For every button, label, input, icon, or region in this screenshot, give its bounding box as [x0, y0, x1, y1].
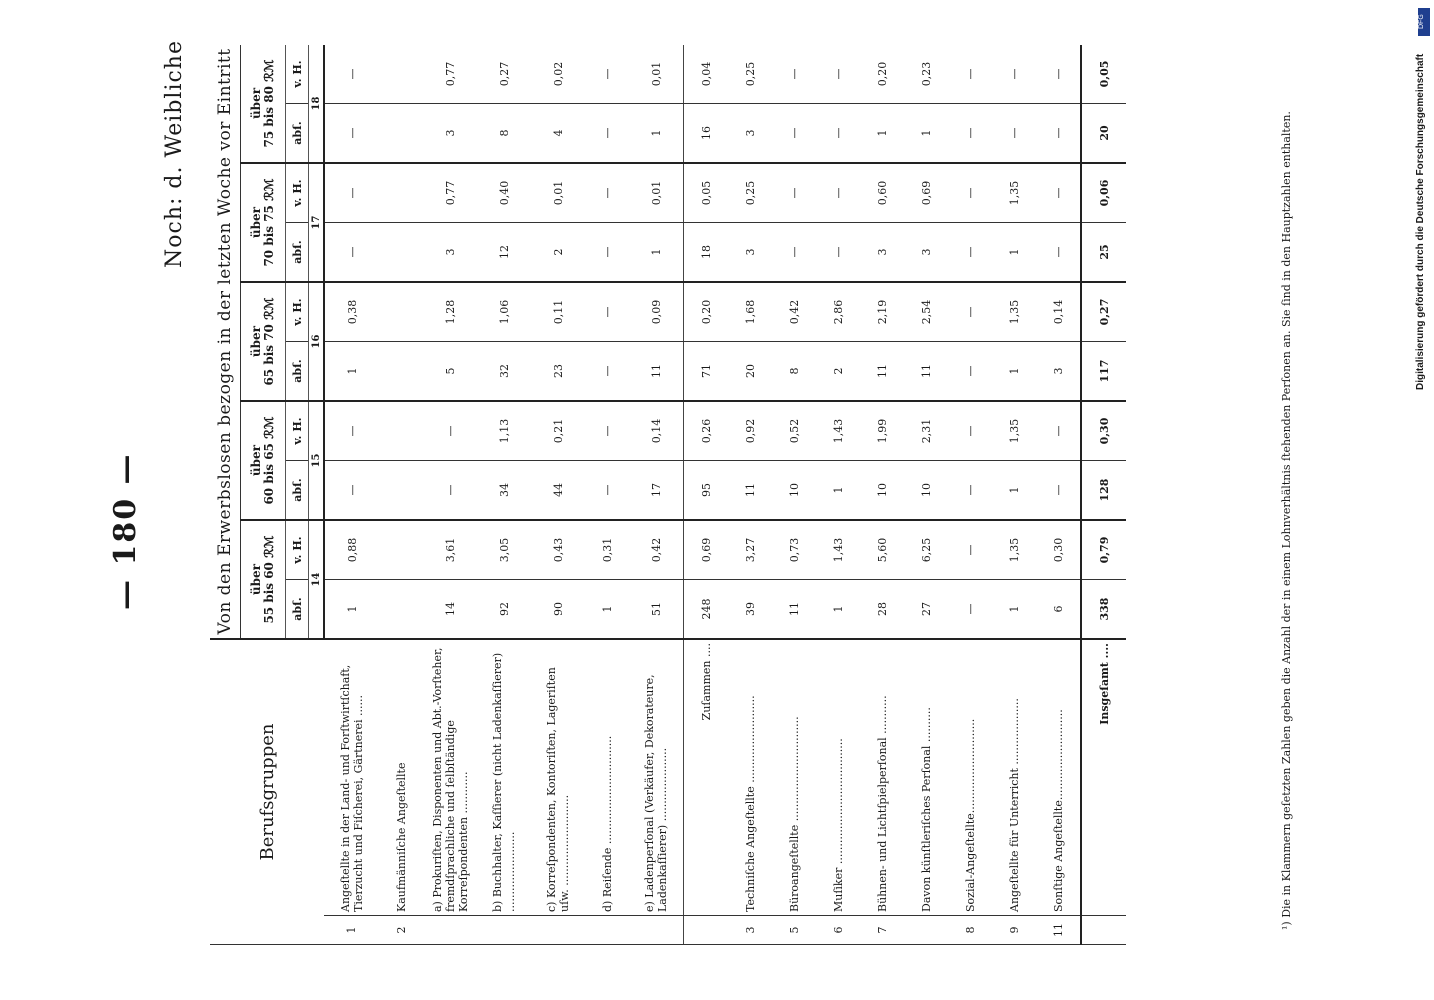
- row-label: d) Reiſende ...............................: [585, 639, 629, 915]
- abs-value: —: [948, 580, 992, 640]
- percent-value: —: [992, 45, 1036, 104]
- percent-value: [379, 282, 423, 342]
- percent-value: 0,88: [324, 520, 379, 580]
- abs-value: 32: [477, 342, 531, 402]
- abs-value: 3: [423, 223, 477, 283]
- percent-value: —: [948, 282, 992, 342]
- percent-value: 0,27: [1081, 282, 1126, 342]
- abs-value: 8: [772, 342, 816, 402]
- percent-value: [379, 520, 423, 580]
- abs-value: 3: [423, 104, 477, 164]
- percent-value: 0,14: [629, 401, 684, 461]
- abs-value: 10: [772, 461, 816, 521]
- percent-value: [379, 163, 423, 223]
- abs-value: 5: [423, 342, 477, 402]
- abs-header: abſ.: [286, 461, 309, 521]
- abs-value: 44: [531, 461, 585, 521]
- abs-value: 11: [728, 461, 772, 521]
- range-line1: über: [249, 206, 263, 239]
- abs-value: 20: [1081, 104, 1126, 164]
- abs-value: —: [948, 461, 992, 521]
- percent-value: 0,69: [904, 163, 948, 223]
- total-row: [1081, 45, 1126, 945]
- percent-value: [379, 401, 423, 461]
- percent-value: 0,23: [904, 45, 948, 104]
- range-line2: 65 bis 70 ℛℳ: [262, 297, 276, 386]
- abs-value: —: [585, 223, 629, 283]
- percent-value: 1,13: [477, 401, 531, 461]
- percent-value: 0,04: [684, 45, 729, 104]
- percent-value: 0,11: [531, 282, 585, 342]
- row-label: Muſiker ....................................: [816, 639, 860, 915]
- percent-value: —: [948, 163, 992, 223]
- row-label: a) Prokuriſten, Disponenten und Abt.-Vorſteher, fremdſprachliche und ſelbſtändige Korreſpondenten ............: [423, 639, 477, 915]
- row-label: Büroangeſtellte ..............................: [772, 639, 816, 915]
- percent-value: 2,86: [816, 282, 860, 342]
- percent-value: 0,20: [684, 282, 729, 342]
- percent-value: 0,77: [423, 163, 477, 223]
- abs-header: abſ.: [286, 580, 309, 640]
- percent-value: 0,27: [477, 45, 531, 104]
- range-header: [241, 163, 286, 282]
- abs-header: abſ.: [286, 104, 309, 164]
- abs-value: 11: [629, 342, 684, 402]
- vh-header: v. H.: [286, 163, 309, 223]
- page-header: [70, 0, 220, 1000]
- percent-value: 0,73: [772, 520, 816, 580]
- abs-header: abſ.: [286, 342, 309, 402]
- abs-value: —: [585, 104, 629, 164]
- percent-value: 0,05: [1081, 45, 1126, 104]
- percent-value: 1,06: [477, 282, 531, 342]
- abs-value: 128: [1081, 461, 1126, 521]
- percent-value: 0,25: [728, 45, 772, 104]
- percent-value: —: [585, 282, 629, 342]
- percent-value: 0,92: [728, 401, 772, 461]
- table-row: [816, 45, 860, 945]
- vh-header: v. H.: [286, 282, 309, 342]
- range-line1: über: [249, 325, 263, 358]
- table-row: [948, 45, 992, 945]
- percent-value: 0,40: [477, 163, 531, 223]
- abs-value: 1: [629, 104, 684, 164]
- abs-value: 338: [1081, 580, 1126, 640]
- row-label: Davon künſtleriſches Perſonal ..........: [904, 639, 948, 915]
- abs-value: 1: [992, 342, 1036, 402]
- percent-value: —: [772, 45, 816, 104]
- row-label: Bühnen- und Lichtſpielperſonal ...........: [860, 639, 904, 915]
- vh-header: v. H.: [286, 45, 309, 104]
- abs-value: 1: [992, 461, 1036, 521]
- abs-value: 6: [1036, 580, 1081, 640]
- subtotal-row: [684, 45, 729, 945]
- abs-value: 117: [1081, 342, 1126, 402]
- percent-value: 2,31: [904, 401, 948, 461]
- table-row: [772, 45, 816, 945]
- percent-value: 0,14: [1036, 282, 1081, 342]
- range-line2: 55 bis 60 ℛℳ: [262, 535, 276, 624]
- abs-value: —: [772, 223, 816, 283]
- abs-value: —: [585, 461, 629, 521]
- row-number: 1: [324, 916, 379, 945]
- percent-value: 2,19: [860, 282, 904, 342]
- percent-value: 1,35: [992, 401, 1036, 461]
- row-number: [585, 916, 629, 945]
- row-number: 7: [860, 916, 904, 945]
- percent-value: 0,30: [1081, 401, 1126, 461]
- abs-value: —: [992, 104, 1036, 164]
- abs-value: 95: [684, 461, 729, 521]
- table-row: [423, 45, 477, 945]
- row-label: b) Buchhalter, Kaſſierer (nicht Ladenkaſſierer) .......................: [477, 639, 531, 915]
- percent-value: 1,35: [992, 163, 1036, 223]
- abs-value: 1: [860, 104, 904, 164]
- abs-header: abſ.: [286, 223, 309, 283]
- row-number: [531, 916, 585, 945]
- abs-value: 20: [728, 342, 772, 402]
- abs-value: [379, 461, 423, 521]
- abs-value: 51: [629, 580, 684, 640]
- abs-value: —: [585, 342, 629, 402]
- row-label: Sonſtige Angeſtellte..........................: [1036, 639, 1081, 915]
- row-number: 9: [992, 916, 1036, 945]
- abs-value: 25: [1081, 223, 1126, 283]
- abs-value: 3: [860, 223, 904, 283]
- column-number: 16: [309, 282, 325, 401]
- percent-value: —: [1036, 401, 1081, 461]
- row-label: Zuſammen ....: [684, 639, 729, 915]
- percent-value: —: [324, 45, 379, 104]
- abs-value: 16: [684, 104, 729, 164]
- abs-value: [379, 223, 423, 283]
- abs-value: 10: [860, 461, 904, 521]
- row-number: 5: [772, 916, 816, 945]
- abs-value: 3: [904, 223, 948, 283]
- percent-value: 0,05: [684, 163, 729, 223]
- abs-value: 11: [860, 342, 904, 402]
- abs-value: 3: [728, 223, 772, 283]
- berufsgruppen-label: Berufsgruppen: [256, 723, 278, 861]
- abs-value: —: [816, 104, 860, 164]
- footnote: ¹) Die in Klammern geſetzten Zahlen geben die Anzahl der in einem Lohnverhältnis ſtehenden Perſonen an. Sie ſind in den Hauptzahlen enthalten.: [1280, 111, 1293, 930]
- continuation-title: Noch: d. Weibliche: [162, 40, 187, 268]
- percent-value: 2,54: [904, 282, 948, 342]
- abs-value: 3: [728, 104, 772, 164]
- abs-value: —: [1036, 461, 1081, 521]
- abs-value: 92: [477, 580, 531, 640]
- table-row: [1036, 45, 1081, 945]
- percent-value: 1,35: [992, 282, 1036, 342]
- percent-value: 0,01: [629, 45, 684, 104]
- abs-value: 12: [477, 223, 531, 283]
- percent-value: 0,20: [860, 45, 904, 104]
- percent-value: —: [816, 163, 860, 223]
- page-number: — 180 —: [108, 452, 143, 610]
- row-label: e) Ladenperſonal (Verkäufer, Dekorateure, Ladenkaſſierer) .....................: [629, 639, 684, 915]
- percent-value: —: [585, 45, 629, 104]
- table-row: [992, 45, 1036, 945]
- row-number: [477, 916, 531, 945]
- credit-text: Digitalisierung gefördert durch die Deutsche Forschungsgemeinschaft: [1415, 53, 1426, 390]
- row-number: [684, 916, 729, 945]
- abs-value: 28: [860, 580, 904, 640]
- percent-value: 6,25: [904, 520, 948, 580]
- row-number: 11: [1036, 916, 1081, 945]
- table-row: [477, 45, 531, 945]
- row-number: 6: [816, 916, 860, 945]
- abs-value: 71: [684, 342, 729, 402]
- abs-value: [379, 104, 423, 164]
- range-line1: über: [249, 444, 263, 477]
- percent-value: 0,26: [684, 401, 729, 461]
- abs-value: 1: [324, 580, 379, 640]
- abs-value: 18: [684, 223, 729, 283]
- statistics-table: [210, 45, 1126, 945]
- percent-value: [379, 45, 423, 104]
- percent-value: 1,68: [728, 282, 772, 342]
- percent-value: 3,27: [728, 520, 772, 580]
- percent-value: —: [585, 163, 629, 223]
- abs-value: 11: [772, 580, 816, 640]
- abs-value: 1: [585, 580, 629, 640]
- abs-value: —: [948, 104, 992, 164]
- abs-value: —: [948, 223, 992, 283]
- percent-value: 5,60: [860, 520, 904, 580]
- row-number: [904, 916, 948, 945]
- vh-header: v. H.: [286, 401, 309, 461]
- abs-value: 1: [816, 580, 860, 640]
- abs-value: —: [423, 461, 477, 521]
- table-row: [860, 45, 904, 945]
- row-label: Techniſche Angeſtellte .........................: [728, 639, 772, 915]
- range-line1: über: [249, 563, 263, 596]
- percent-value: 0,79: [1081, 520, 1126, 580]
- range-line2: 70 bis 75 ℛℳ: [262, 178, 276, 267]
- percent-value: 0,42: [629, 520, 684, 580]
- row-label: c) Korreſpondenten, Kontoriſten, Lageriſten uſw. ..........................: [531, 639, 585, 915]
- row-label: Insgeſamt ....: [1081, 639, 1126, 915]
- percent-value: 0,69: [684, 520, 729, 580]
- range-header: [241, 520, 286, 639]
- abs-value: —: [1036, 223, 1081, 283]
- percent-value: 1,99: [860, 401, 904, 461]
- percent-value: 0,09: [629, 282, 684, 342]
- abs-value: 11: [904, 342, 948, 402]
- range-line1: über: [249, 87, 263, 120]
- abs-value: 27: [904, 580, 948, 640]
- rotated-page: [70, 0, 1370, 1000]
- row-number: [629, 916, 684, 945]
- percent-value: 1,35: [992, 520, 1036, 580]
- row-label: Angeſtellte in der Land- und Forſtwirtſchaft, Tierzucht und Fiſcherei, Gärtnerei ......: [324, 639, 379, 915]
- abs-value: 1: [904, 104, 948, 164]
- row-number: [423, 916, 477, 945]
- abs-value: 1: [992, 223, 1036, 283]
- abs-value: 2: [531, 223, 585, 283]
- abs-value: 4: [531, 104, 585, 164]
- percent-value: —: [1036, 45, 1081, 104]
- percent-value: —: [324, 163, 379, 223]
- row-number: 2: [379, 916, 423, 945]
- table-row: [904, 45, 948, 945]
- column-number: 14: [309, 520, 325, 639]
- percent-value: 0,42: [772, 282, 816, 342]
- table-row: [585, 45, 629, 945]
- abs-value: 3: [1036, 342, 1081, 402]
- percent-value: 0,02: [531, 45, 585, 104]
- table-row: [324, 45, 379, 945]
- percent-value: 3,05: [477, 520, 531, 580]
- abs-value: 10: [904, 461, 948, 521]
- dfg-logo-icon: DFG: [1418, 8, 1430, 36]
- range-line2: 75 bis 80 ℛℳ: [262, 59, 276, 148]
- abs-value: —: [948, 342, 992, 402]
- row-label: Kaufmänniſche Angeſtellte: [379, 639, 423, 915]
- abs-value: —: [1036, 104, 1081, 164]
- abs-value: —: [324, 104, 379, 164]
- table-row: [728, 45, 772, 945]
- column-number: 17: [309, 163, 325, 282]
- percent-value: 0,60: [860, 163, 904, 223]
- income-band-header: Von den Erwerbslosen bezogen in der letzten Woche vor Eintritt: [210, 45, 241, 639]
- abs-value: —: [324, 223, 379, 283]
- percent-value: 0,77: [423, 45, 477, 104]
- abs-value: 1: [324, 342, 379, 402]
- abs-value: 39: [728, 580, 772, 640]
- percent-value: —: [585, 401, 629, 461]
- range-header: [241, 45, 286, 163]
- percent-value: —: [816, 45, 860, 104]
- abs-value: 1: [816, 461, 860, 521]
- side-credit: [1405, 20, 1425, 980]
- percent-value: 1,43: [816, 520, 860, 580]
- abs-value: 1: [629, 223, 684, 283]
- percent-value: 0,21: [531, 401, 585, 461]
- column-number: 15: [309, 401, 325, 520]
- table-row: [629, 45, 684, 945]
- percent-value: —: [324, 401, 379, 461]
- abs-value: 8: [477, 104, 531, 164]
- abs-value: 14: [423, 580, 477, 640]
- percent-value: 0,38: [324, 282, 379, 342]
- abs-value: 34: [477, 461, 531, 521]
- percent-value: 0,31: [585, 520, 629, 580]
- percent-value: 0,06: [1081, 163, 1126, 223]
- percent-value: —: [423, 401, 477, 461]
- range-line2: 60 bis 65 ℛℳ: [262, 416, 276, 505]
- percent-value: 0,52: [772, 401, 816, 461]
- percent-value: —: [772, 163, 816, 223]
- range-header: [241, 401, 286, 520]
- percent-value: 0,43: [531, 520, 585, 580]
- percent-value: 0,30: [1036, 520, 1081, 580]
- range-header: [241, 282, 286, 401]
- abs-value: 23: [531, 342, 585, 402]
- percent-value: 0,25: [728, 163, 772, 223]
- abs-value: —: [324, 461, 379, 521]
- table-body: [324, 45, 1126, 945]
- abs-value: —: [772, 104, 816, 164]
- percent-value: 0,01: [531, 163, 585, 223]
- row-label: Sozial-Angeſtellte...........................: [948, 639, 992, 915]
- abs-value: 248: [684, 580, 729, 640]
- percent-value: 3,61: [423, 520, 477, 580]
- percent-value: 1,28: [423, 282, 477, 342]
- percent-value: 1,43: [816, 401, 860, 461]
- abs-value: 2: [816, 342, 860, 402]
- abs-value: [379, 342, 423, 402]
- percent-value: —: [948, 45, 992, 104]
- percent-value: 0,01: [629, 163, 684, 223]
- table-row: [531, 45, 585, 945]
- abs-value: 1: [992, 580, 1036, 640]
- row-number: 3: [728, 916, 772, 945]
- row-number: 8: [948, 916, 992, 945]
- abs-value: [379, 580, 423, 640]
- column-number: 18: [309, 45, 325, 163]
- vh-header: v. H.: [286, 520, 309, 580]
- abs-value: 17: [629, 461, 684, 521]
- percent-value: —: [948, 520, 992, 580]
- row-number: [1081, 916, 1126, 945]
- abs-value: —: [816, 223, 860, 283]
- row-label: Angeſtellte für Unterricht ...................: [992, 639, 1036, 915]
- abs-value: 90: [531, 580, 585, 640]
- table-row: [379, 45, 423, 945]
- percent-value: —: [1036, 163, 1081, 223]
- percent-value: —: [948, 401, 992, 461]
- berufsgruppen-header: [210, 639, 324, 944]
